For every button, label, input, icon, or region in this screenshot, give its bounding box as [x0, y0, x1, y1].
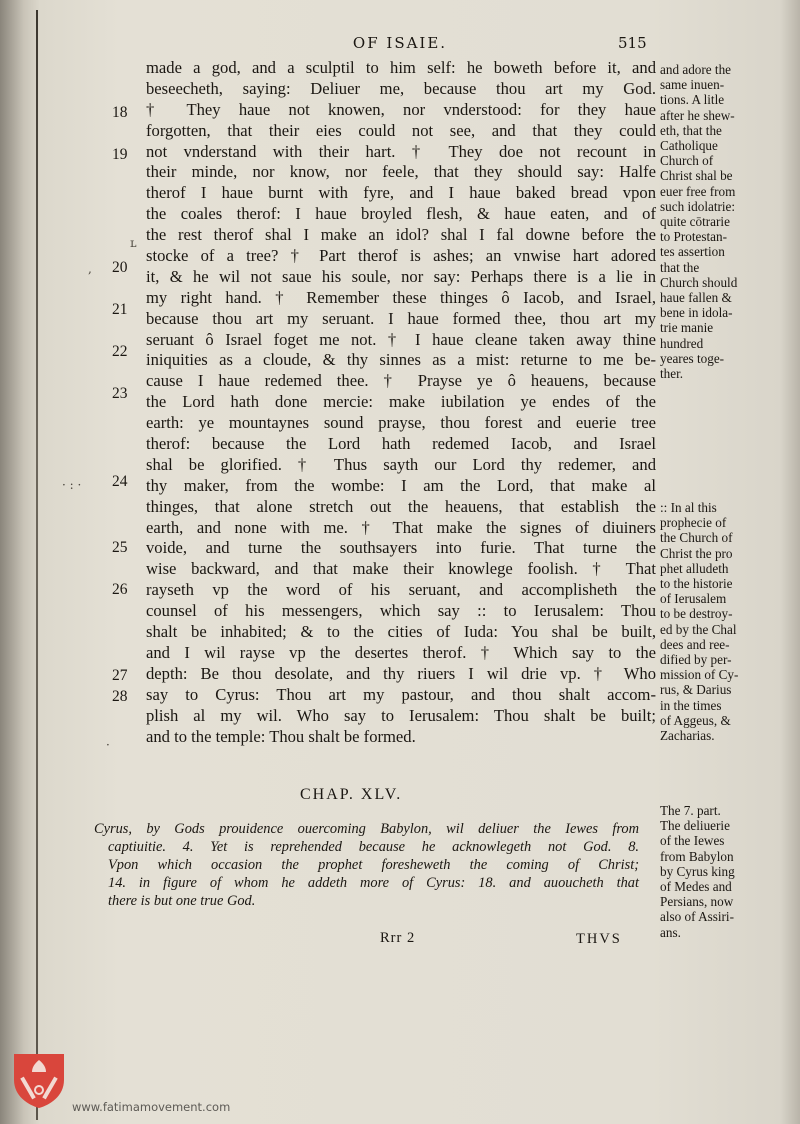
scripture-text	[146, 58, 656, 747]
verse-number: 18	[112, 104, 128, 121]
text-line: their minde, nor know, nor feele, that they should say: Halfe	[146, 162, 656, 182]
text-line: forgotten, that their eies could not see, and that they could	[146, 120, 656, 140]
binding-gutter	[36, 10, 38, 1120]
margin-line: also of Assiri-	[660, 909, 734, 925]
margin-line: to Protestan-	[660, 229, 728, 245]
margin-line: Church should	[660, 274, 738, 290]
margin-line: mission of Cy-	[660, 667, 739, 683]
text-line: thy maker, from the wombe: I am the Lord, that make al	[146, 475, 656, 495]
margin-line: dified by per-	[660, 652, 732, 668]
margin-line: that the	[660, 259, 700, 275]
margin-line: rus, & Darius	[660, 682, 732, 698]
text-line: beseecheth, saying: Deliuer me, because thou art my God.	[146, 78, 656, 98]
text-line: earth, and none with me. † That make the signes of diuiners	[146, 517, 656, 537]
summary-line: 14. in figure of whom he addeth more of Cyrus: 18. and auoucheth that	[108, 875, 639, 891]
summary-line: Vpon which occasion the prophet foresheweth the coming of Christ;	[108, 857, 639, 873]
margin-line: prophecie of	[660, 515, 727, 531]
verse-number: 22	[112, 343, 128, 360]
margin-line: yeares toge-	[660, 350, 725, 366]
margin-line: of Medes and	[660, 879, 732, 895]
margin-line: of Aggeus, &	[660, 712, 731, 728]
margin-line: :: In al this	[660, 500, 717, 515]
text-line: therof: because the Lord hath redemed Iacob, and Israel	[146, 434, 656, 454]
text-line: earth: ye mountaynes sound prayse, thou forest and euerie tree	[146, 413, 656, 433]
text-line: it, & he wil not saue his soule, nor say: Perhaps there is a lie in	[146, 266, 656, 286]
margin-line: ans.	[660, 924, 681, 940]
margin-line: of Ierusalem	[660, 591, 727, 607]
margin-line: the Church of	[660, 530, 733, 546]
ink-speck: ,	[88, 262, 92, 276]
margin-line: Christ shal be	[660, 168, 733, 184]
text-line: wise backward, and that make their knowlege foolish. † That	[146, 559, 656, 579]
text-line: made a god, and a sculptil to him self: he boweth before it, and	[146, 58, 656, 77]
text-line: shalt be inhabited; & to the cities of Iuda: You shal be built,	[146, 622, 656, 642]
margin-line: Catholique	[660, 138, 718, 154]
verse-number: 21	[112, 301, 128, 318]
margin-note-prophecy	[660, 500, 800, 743]
ink-speck: · : ·	[62, 478, 82, 492]
text-line: depth: Be thou desolate, and thy riuers I wil drie vp. † Who	[146, 663, 656, 683]
ink-speck: ʟ	[130, 236, 137, 250]
text-line: because thou art my seruant. I haue formed thee, thou art my	[146, 308, 656, 328]
text-line: the coales therof: I haue broyled flesh, & haue eaten, and of	[146, 204, 656, 224]
text-line: stocke of a tree? † Part therof is ashes; an vnwise hart adored	[146, 246, 656, 266]
margin-line: to be destroy-	[660, 606, 733, 622]
margin-line: ed by the Chal	[660, 621, 737, 637]
margin-line: Christ the pro	[660, 545, 733, 561]
margin-line: The deliuerie	[660, 818, 730, 834]
margin-line: and adore the	[660, 62, 732, 77]
margin-line: tes assertion	[660, 244, 725, 260]
margin-line: after he shew-	[660, 107, 735, 123]
verse-number: 24	[112, 473, 128, 490]
text-line: † They haue not knowen, nor vnderstood: for they haue	[146, 99, 656, 119]
margin-line: bene in idola-	[660, 305, 733, 321]
margin-line: eth, that the	[660, 122, 722, 138]
summary-line: Cyrus, by Gods prouidence ouercoming Babylon, wil deliuer the Iewes from	[94, 821, 639, 837]
margin-line: dees and ree-	[660, 636, 730, 652]
text-line: the Lord hath done mercie: make iubilation ye endes of the	[146, 392, 656, 412]
margin-line: ther.	[660, 366, 684, 382]
website-watermark[interactable]: www.fatimamovement.com	[72, 1100, 231, 1114]
text-line: plish al my wil. Who say to Ierusalem: Thou shalt be built;	[146, 705, 656, 725]
text-line: thinges, that alone stretch out the heauens, that establish the	[146, 496, 656, 516]
verse-number: 26	[112, 581, 128, 598]
margin-line: phet alludeth	[660, 560, 729, 576]
ink-speck: ·	[106, 738, 110, 752]
margin-note-deliverance	[660, 803, 800, 940]
margin-line: of the Iewes	[660, 833, 725, 849]
verse-number: 27	[112, 667, 128, 684]
summary-line: captiuitie. 4. Yet is reprehended because he acknowlegeth not God. 8.	[108, 839, 639, 855]
text-line: iniquities as a cloude, & thy sinnes as a mist: returne to me be-	[146, 350, 656, 370]
margin-line: hundred	[660, 335, 704, 351]
text-line: and I wil rayse vp the desertes therof. † Which say to the	[146, 642, 656, 662]
margin-line: such idolatrie:	[660, 198, 736, 214]
running-title: OF ISAIE.	[352, 34, 448, 52]
text-line: counsel of his messengers, which say :: to Ierusalem: Thou	[146, 601, 656, 621]
text-line: shal be glorified. † Thus sayth our Lord thy redemer, and	[146, 454, 656, 474]
margin-line: Church of	[660, 153, 714, 169]
catchword: THVS	[576, 931, 622, 947]
margin-line: euer free from	[660, 183, 736, 199]
text-line: voide, and turne the southsayers into furie. That turne the	[146, 538, 656, 558]
margin-line: Persians, now	[660, 894, 734, 910]
text-line: and to the temple: Thou shalt be formed.	[146, 726, 416, 746]
margin-line: The 7. part.	[660, 803, 721, 818]
margin-line: haue fallen &	[660, 290, 732, 306]
signature-mark: Rrr 2	[380, 930, 416, 946]
chapter-summary	[94, 820, 639, 910]
verse-number: 25	[112, 539, 128, 556]
margin-line: trie manie	[660, 320, 714, 336]
text-line: my right hand. † Remember these thinges ô Iacob, and Israel,	[146, 287, 656, 307]
summary-line: there is but one true God.	[108, 893, 256, 909]
verse-number: 20	[112, 259, 128, 276]
text-line: say to Cyrus: Thou art my pastour, and thou shalt accom-	[146, 684, 656, 704]
text-line: cause I haue redemed thee. † Prayse ye ô heauens, because	[146, 371, 656, 391]
page-number: 515	[618, 34, 647, 52]
text-line: seruant ô Israel foget me not. † I haue cleane taken away thine	[146, 329, 656, 349]
margin-line: by Cyrus king	[660, 863, 735, 879]
text-line: therof I haue burnt with fyre, and I haue baked bread vpon	[146, 183, 656, 203]
verse-number: 23	[112, 385, 128, 402]
shield-logo-icon	[10, 1050, 68, 1110]
text-line: not vnderstand with their hart. † They doe not recount in	[146, 141, 656, 161]
text-line: rayseth vp the word of his seruant, and accomplisheth the	[146, 580, 656, 600]
margin-note-idolatry	[660, 62, 800, 381]
margin-line: same inuen-	[660, 77, 725, 93]
text-line: the rest therof shal I make an idol? shal I fal downe before the	[146, 225, 656, 245]
verse-number: 19	[112, 146, 128, 163]
verse-number: 28	[112, 688, 128, 705]
margin-line: Zacharias.	[660, 728, 715, 744]
margin-line: quite cōtrarie	[660, 214, 730, 230]
margin-line: tions. A litle	[660, 92, 725, 108]
margin-line: to the historie	[660, 576, 733, 592]
margin-line: in the times	[660, 697, 722, 713]
margin-line: from Babylon	[660, 848, 734, 864]
chapter-heading: CHAP. XLV.	[300, 786, 403, 803]
